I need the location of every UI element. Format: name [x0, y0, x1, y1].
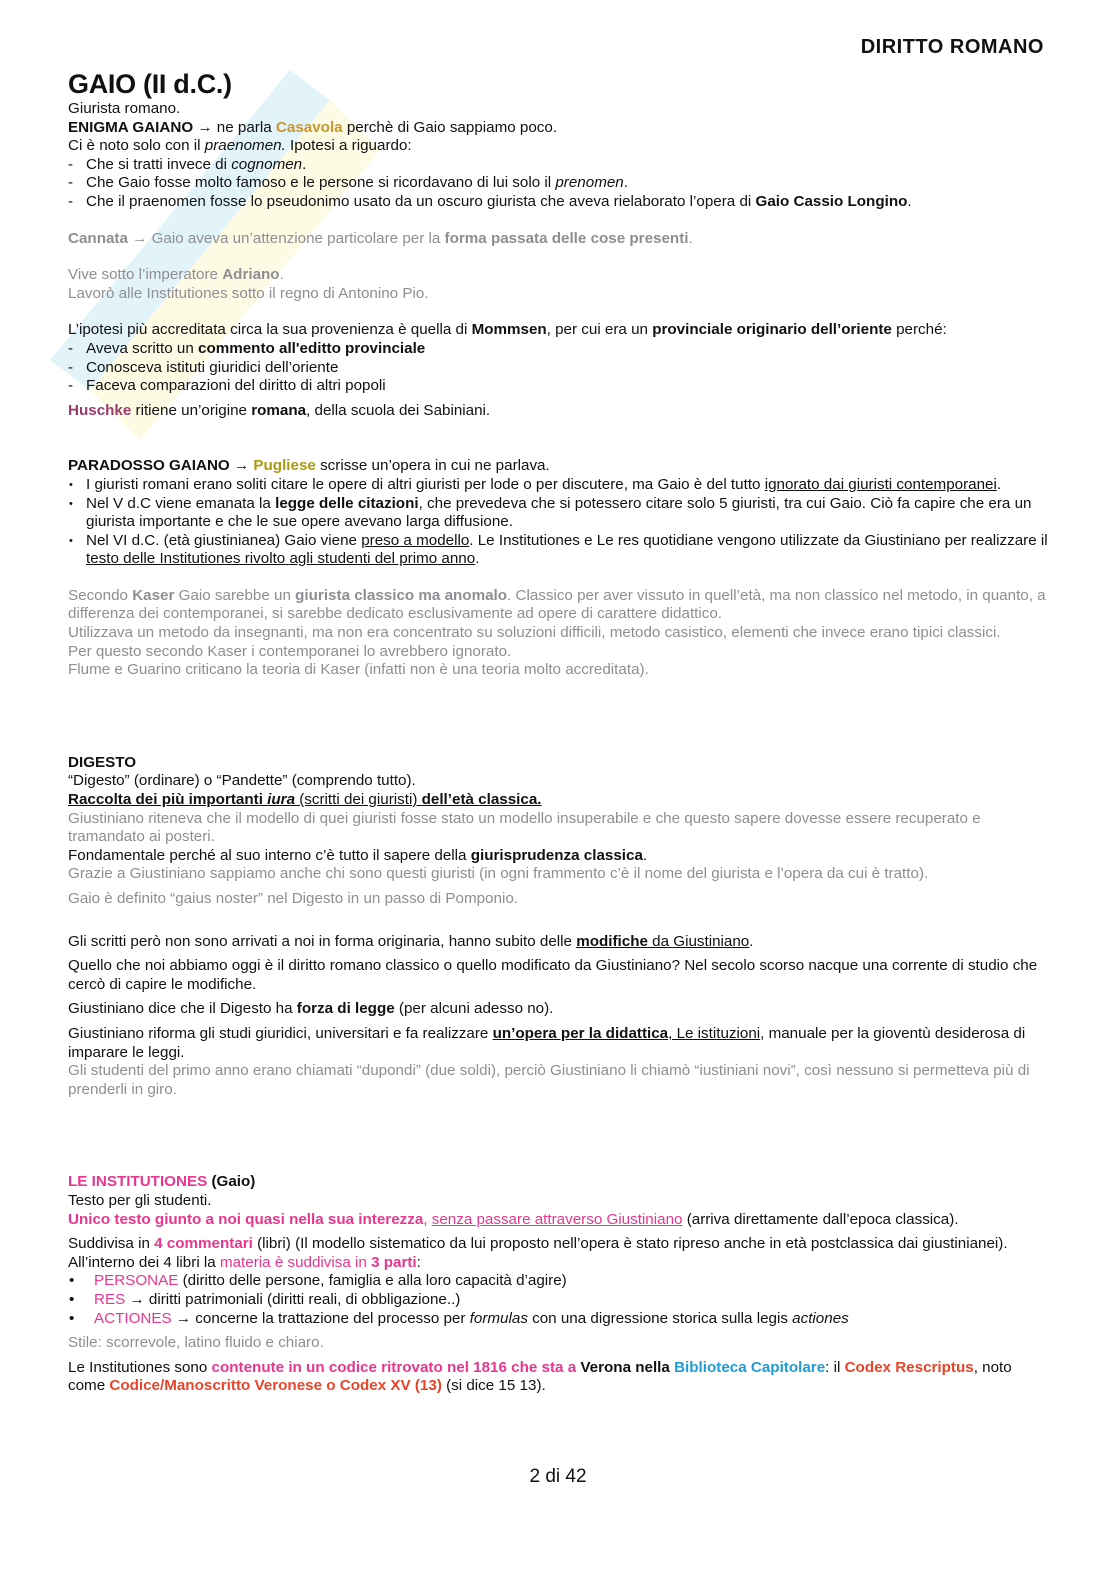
hypothesis-list: [68, 156, 1048, 212]
page-number: 2 di 42: [529, 1466, 587, 1487]
mommsen-list: [68, 340, 1048, 396]
paragraph: Testo per gli studenti.: [68, 1191, 212, 1209]
paragraph: PARADOSSO GAIANO → Pugliese scrisse un’opera in cui ne parlava.: [68, 457, 550, 475]
paragraph: Gli scritti però non sono arrivati a noi in forma originaria, hanno subito delle modifiche da Giustiniano.: [68, 932, 754, 950]
paragraph: Huschke ritiene un’origine romana, della scuola dei Sabiniani.: [68, 401, 491, 419]
list-item: - Che il praenomen fosse lo pseudonimo usato da un oscuro giurista che aveva rielaborato l’opera di Gaio Cassio Longino.: [68, 193, 1048, 212]
list-item: - Faceva comparazioni del diritto di altri popoli: [68, 377, 1048, 396]
section-title-gaio: GAIO (II d.C.): [68, 69, 232, 99]
paragraph: Grazie a Giustiniano sappiamo anche chi sono questi giuristi (in ogni frammento c’è il nome del giurista e l’opera da cui è tratto).: [68, 865, 929, 883]
paragraph: Flume e Guarino criticano la teoria di Kaser (infatti non è una teoria molto accreditata).: [68, 661, 649, 679]
paragraph: Giustiniano dice che il Digesto ha forza di legge (per alcuni adesso no).: [68, 1000, 554, 1018]
list-item: • PERSONAE (diritto delle persone, famiglia e alla loro capacità d’agire): [68, 1272, 1048, 1291]
list-item: • Nel VI d.C. (età giustinianea) Gaio viene preso a modello. Le Institutiones e Le res quotidiane vengono utilizzate da Giustiniano per realizzare il testo delle Institutiones rivolto agli studenti del primo anno.: [68, 532, 1048, 569]
paragraph: Le Institutiones sono contenute in un codice ritrovato nel 1816 che sta a Verona nella Biblioteca Capitolare: il Codex Rescriptus, noto come Codice/Manoscritto Veronese o Codex XV (13) (si dice 15 13).: [68, 1358, 1012, 1395]
paragraph: Giustiniano riteneva che il modello di quei giuristi fosse stato un modello insuperabile e che questo sapere dovesse essere recuperato e tramandato ai posteri.: [68, 809, 981, 846]
parts-list: [68, 1272, 1048, 1328]
paragraph: Vive sotto l’imperatore Adriano.: [68, 266, 284, 284]
paragraph: All’interno dei 4 libri la materia è suddivisa in 3 parti:: [68, 1253, 421, 1271]
paragraph: Ci è noto solo con il praenomen. Ipotesi a riguardo:: [68, 137, 412, 155]
list-item: - Che si tratti invece di cognomen.: [68, 156, 1048, 175]
paragraph: Fondamentale perché al suo interno c’è tutto il sapere della giurisprudenza classica.: [68, 846, 648, 864]
subject-header: DIRITTO ROMANO: [860, 36, 1044, 58]
paragraph: Secondo Kaser Gaio sarebbe un giurista classico ma anomalo. Classico per aver vissuto in quell’età, ma non classico nel metodo, in quanto, a differenza dei contemporanei, si sarebbe dedicato esclusivamente ad opere di carattere didattico.: [68, 586, 1046, 623]
paragraph: Gli studenti del primo anno erano chiamati “dupondi” (due soldi), perciò Giustiniano li chiamò “iustiniani novi”, così nessuno si permetteva più di prenderli in giro.: [68, 1062, 1030, 1098]
paragraph: Quello che noi abbiamo oggi è il diritto romano classico o quello modificato da Giustiniano? Nel secolo scorso nacque una corrente di studio che cercò di capire le modifiche.: [68, 957, 1038, 993]
paragraph: Cannata → Gaio aveva un’attenzione particolare per la forma passata delle cose presenti.: [68, 229, 693, 247]
paragraph: L’ipotesi più accreditata circa la sua provenienza è quella di Mommsen, per cui era un provinciale originario dell’oriente perché:: [68, 321, 947, 339]
document-body: [68, 68, 1048, 1396]
paragraph: Giurista romano.: [68, 100, 181, 117]
paragraph: Raccolta dei più importanti iura (scritti dei giuristi) dell’età classica.: [68, 791, 542, 809]
paragraph: Unico testo giunto a noi quasi nella sua interezza, senza passare attraverso Giustiniano (arriva direttamente dall’epoca classica).: [68, 1210, 959, 1228]
paragraph: “Digesto” (ordinare) o “Pandette” (comprendo tutto).: [68, 772, 416, 790]
list-item: - Aveva scritto un commento all'editto provinciale: [68, 340, 1048, 359]
paragraph: Lavorò alle Institutiones sotto il regno di Antonino Pio.: [68, 284, 429, 302]
list-item: • I giuristi romani erano soliti citare le opere di altri giuristi per lode o per discutere, ma Gaio è del tutto ignorato dai giuristi contemporanei.: [68, 476, 1048, 495]
paradox-list: [68, 476, 1048, 569]
section-title-digesto: DIGESTO: [68, 753, 137, 771]
list-item: - Che Gaio fosse molto famoso e le persone si ricordavano di lui solo il prenomen.: [68, 174, 1048, 193]
list-item: • ACTIONES → concerne la trattazione del processo per formulas con una digressione storica sulla legis actiones: [68, 1310, 1048, 1329]
paragraph: Per questo secondo Kaser i contemporanei lo avrebbero ignorato.: [68, 642, 512, 660]
list-item: • Nel V d.C viene emanata la legge delle citazioni, che prevedeva che si potessero citare solo 5 giuristi, tra cui Gaio. Ciò fa capire che era un giurista importante e che le sue opere avevano larga diffusione.: [68, 495, 1048, 532]
paragraph: Giustiniano riforma gli studi giuridici, universitari e fa realizzare un’opera per la didattica, Le istituzioni, manuale per la gioventù desiderosa di imparare le leggi.: [68, 1024, 1026, 1061]
paragraph: Stile: scorrevole, latino fluido e chiaro.: [68, 1334, 324, 1352]
paragraph: Suddivisa in 4 commentari (libri) (Il modello sistematico da lui proposto nell’opera è stato ripreso anche in età postclassica dai giustinianei).: [68, 1235, 1008, 1253]
paragraph: Gaio è definito “gaius noster” nel Digesto in un passo di Pomponio.: [68, 890, 518, 907]
section-title-institutiones: LE INSTITUTIONES (Gaio): [68, 1173, 256, 1191]
list-item: - Conosceva istituti giuridici dell’oriente: [68, 359, 1048, 378]
paragraph: Utilizzava un metodo da insegnanti, ma non era concentrato su soluzioni difficili, metodo casistico, elementi che invece erano tipici classici.: [68, 624, 1001, 642]
paragraph: ENIGMA GAIANO → ne parla Casavola perchè di Gaio sappiamo poco.: [68, 118, 558, 136]
list-item: • RES → diritti patrimoniali (diritti reali, di obbligazione..): [68, 1291, 1048, 1310]
